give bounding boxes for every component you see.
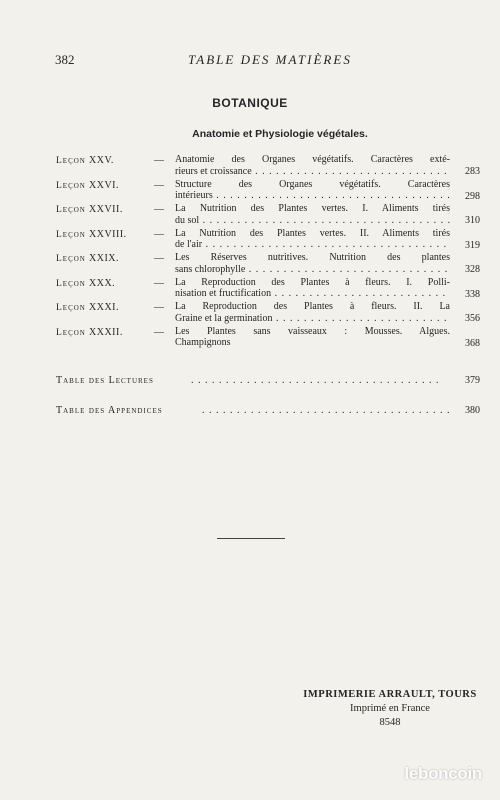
- toc-entry: [0, 179, 500, 204]
- leader-dots: [191, 375, 450, 386]
- lecon-label: Leçon: [56, 156, 86, 166]
- lesson-title-line1: Les Réserves nutritives. Nutrition des plantes: [175, 252, 450, 263]
- lesson-number: XXXI.: [89, 302, 119, 313]
- lesson-title-line1: La Nutrition des Plantes vertes. II. Aliments tirés: [175, 227, 450, 239]
- dash: —: [154, 155, 164, 166]
- lecon-label: Leçon: [56, 180, 86, 191]
- lesson-title-line2: nisation et fructification . . .: [175, 288, 450, 300]
- lesson-title-line2: sans chlorophylle . . .: [175, 264, 450, 276]
- lesson-number: XXVII.: [89, 204, 123, 215]
- dash: —: [154, 228, 164, 240]
- lesson-number: XXV.: [89, 155, 114, 166]
- printer-name: IMPRIMERIE ARRAULT, TOURS: [303, 689, 477, 700]
- toc-extra-lectures: [56, 375, 480, 386]
- lesson-title-line2: de l'air . . .: [175, 239, 450, 251]
- lesson-title-line1: La Nutrition des Plantes vertes. I. Aliments tirés: [175, 203, 450, 214]
- lesson-page: 283: [465, 166, 480, 177]
- lesson-title-line2: intérieurs . . .: [175, 190, 450, 202]
- toc-entry: [0, 326, 500, 351]
- lesson-title-line2: Champignons: [175, 337, 231, 348]
- lesson-title-line1: Les Plantes sans vaisseaux : Mousses. Algues.: [175, 325, 450, 337]
- lecon-label: Leçon: [56, 278, 86, 289]
- page-number: 382: [55, 52, 75, 67]
- lesson-page: 338: [465, 288, 480, 300]
- lesson-page: 298: [465, 190, 480, 202]
- running-title: TABLE DES MATIÈRES: [188, 52, 352, 67]
- extra-label: Table des Lectures: [56, 375, 154, 386]
- lesson-number: XXX.: [89, 277, 116, 289]
- lesson-number: XXIX.: [89, 253, 119, 264]
- toc-entry: [0, 252, 500, 277]
- watermark-logo: leboncoin: [404, 764, 482, 783]
- lesson-title-line1: La Reproduction des Plantes à fleurs. I. Polli-: [175, 276, 450, 288]
- dash: —: [154, 253, 164, 264]
- page-header: [0, 52, 500, 72]
- part-title: BOTANIQUE: [212, 96, 288, 110]
- lesson-number: XXVI.: [89, 179, 119, 191]
- extra-label: Table des Appendices: [56, 405, 163, 416]
- lesson-number: XXVIII.: [89, 228, 127, 240]
- toc-entry: [0, 203, 500, 228]
- dash: —: [154, 302, 164, 313]
- extra-page: 379: [465, 375, 480, 386]
- lesson-page: 328: [465, 264, 480, 275]
- divider-rule: [217, 538, 285, 539]
- toc-entry: [0, 277, 500, 302]
- toc-entry: [0, 228, 500, 253]
- dash: —: [154, 277, 164, 289]
- lesson-page: 319: [465, 239, 480, 251]
- toc-lessons: [0, 154, 500, 350]
- toc-entry: [0, 154, 500, 179]
- lecon-label: Leçon: [56, 327, 86, 338]
- lecon-label: Leçon: [56, 254, 86, 264]
- lesson-title-line1: Anatomie des Organes végétatifs. Caractères exté-: [175, 154, 450, 165]
- lecon-label: Leçon: [56, 229, 86, 240]
- leader-dots: [202, 405, 450, 416]
- lecon-label: Leçon: [56, 303, 86, 313]
- printed-in: Imprimé en France: [350, 703, 430, 714]
- lesson-page: 356: [465, 313, 480, 324]
- imprint: [290, 688, 490, 730]
- dash: —: [154, 179, 164, 191]
- print-number: 8548: [379, 717, 401, 728]
- lesson-number: XXXII.: [89, 326, 123, 338]
- dash: —: [154, 204, 164, 215]
- lesson-title-line2: Graine et la germination . . .: [175, 313, 450, 325]
- lesson-page: 310: [465, 215, 480, 226]
- lecon-label: Leçon: [56, 205, 86, 215]
- lesson-title-line2: rieurs et croissance . . .: [175, 166, 450, 178]
- toc-extra-appendices: [56, 405, 480, 416]
- section-subtitle: Anatomie et Physiologie végétales.: [192, 128, 368, 140]
- dash: —: [154, 326, 164, 338]
- extra-page: 380: [465, 405, 480, 416]
- lesson-title-line2: du sol . . .: [175, 215, 450, 227]
- lesson-title-line1: La Reproduction des Plantes à fleurs. II. La: [175, 301, 450, 312]
- toc-entry: [0, 301, 500, 326]
- lesson-title-line1: Structure des Organes végétatifs. Caractères: [175, 178, 450, 190]
- lesson-page: 368: [465, 337, 480, 349]
